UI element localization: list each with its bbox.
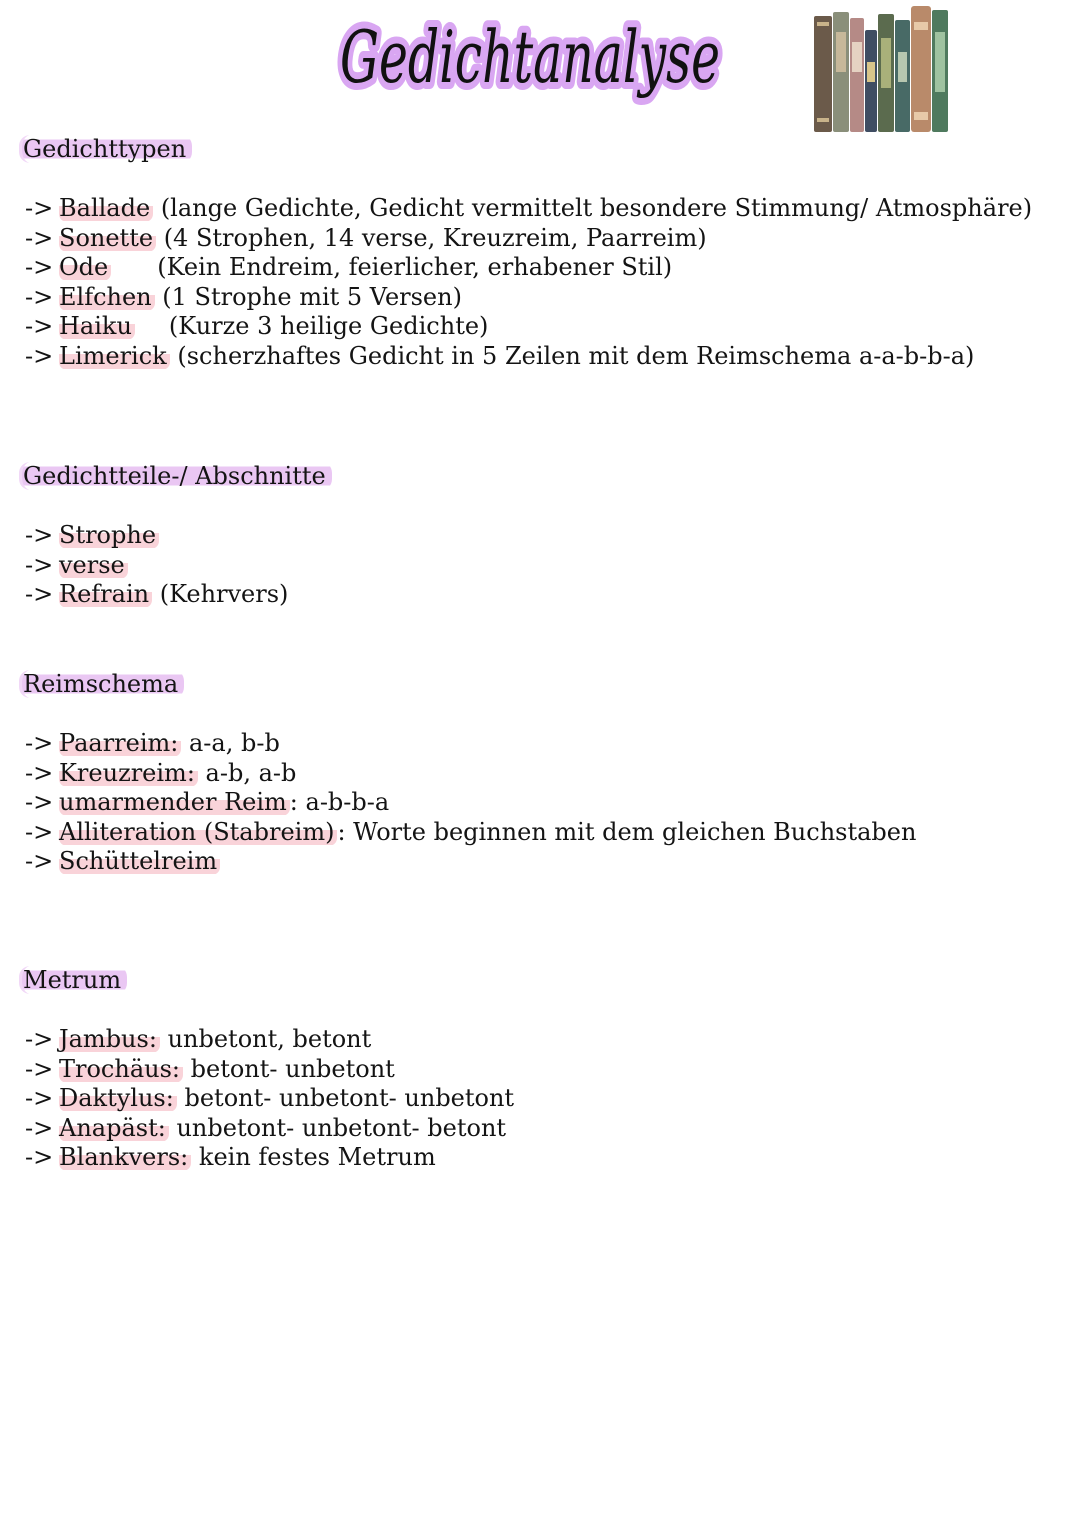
rhyme-scheme-list [25,729,1060,877]
term-description: (Kehrvers) [159,580,289,609]
arrow-icon: -> [25,521,54,549]
list-item [25,342,1060,372]
arrow-icon: -> [25,1084,54,1113]
arrow-icon: -> [25,282,54,311]
list-item [25,194,1060,224]
list-item [25,312,1060,342]
list-item [25,788,1060,818]
term-highlight: Daktylus: [59,1084,177,1112]
list-item [25,729,1060,759]
term-highlight: Anapäst: [59,1114,169,1142]
arrow-icon: -> [25,1113,54,1142]
list-item [25,1055,1060,1085]
list-item [25,521,1060,551]
arrow-icon: -> [25,550,54,579]
arrow-icon: -> [25,1025,54,1053]
term-description: betont- unbetont [190,1054,395,1083]
arrow-icon: -> [25,194,54,222]
term-highlight: Kreuzreim: [59,759,198,787]
term-highlight: Strophe [59,521,159,549]
term-description: betont- unbetont- unbetont [184,1084,515,1113]
term-description: (Kurze 3 heilige Gedichte) [168,312,489,341]
arrow-icon: -> [25,788,54,817]
term-description: (lange Gedichte, Gedicht vermittelt besondere Stimmung/ Atmosphäre) [160,194,1033,222]
list-item [25,818,1060,848]
term-highlight: Ode [59,253,111,281]
term-highlight: verse [59,551,128,579]
term-highlight: Limerick [59,342,170,370]
section-heading: Metrum [22,965,127,995]
term-description: (1 Strophe mit 5 Versen) [162,282,462,311]
arrow-icon: -> [25,1143,54,1172]
term-highlight: Alliteration (Stabreim) [59,818,337,846]
arrow-icon: -> [25,341,54,370]
term-description: kein festes Metrum [198,1143,436,1172]
section-heading: Reimschema [22,669,184,699]
arrow-icon: -> [25,312,54,341]
term-description: (4 Strophen, 14 verse, Kreuzreim, Paarreim) [163,223,707,252]
section-rhyme-scheme [25,669,1060,877]
arrow-icon: -> [25,253,54,282]
term-highlight: Schüttelreim [59,847,220,875]
list-item [25,847,1060,877]
term-highlight: umarmender Reim [59,788,290,816]
term-highlight: Trochäus: [59,1055,183,1083]
section-heading: Gedichtteile-/ Abschnitte [22,461,332,491]
poem-parts-list [25,521,1060,610]
list-item [25,224,1060,254]
svg-text:Gedichtanalyse: Gedichtanalyse [340,15,720,99]
term-description: (Kein Endreim, feierlicher, erhabener Stil) [157,253,673,282]
list-item [25,1143,1060,1173]
list-item [25,1025,1060,1055]
term-description: (scherzhaftes Gedicht in 5 Zeilen mit dem Reimschema a-a-b-b-a) [177,341,975,370]
section-heading: Gedichttypen [22,134,192,164]
list-item [25,1114,1060,1144]
term-highlight: Elfchen [59,283,155,311]
section-meter [25,965,1060,1173]
term-description: a-a, b-b [189,729,280,757]
list-item [25,551,1060,581]
meter-list [25,1025,1060,1173]
arrow-icon: -> [25,729,54,757]
term-highlight: Haiku [59,312,135,340]
arrow-icon: -> [25,817,54,846]
arrow-icon: -> [25,1054,54,1083]
page-title [325,0,735,125]
term-description: : Worte beginnen mit dem gleichen Buchstaben [337,817,917,846]
term-highlight: Jambus: [59,1025,160,1053]
term-highlight: Sonette [59,224,156,252]
books-icon [810,2,955,137]
arrow-icon: -> [25,758,54,787]
term-highlight: Paarreim: [59,729,181,757]
list-item [25,1084,1060,1114]
arrow-icon: -> [25,847,54,876]
term-description: : a-b-b-a [289,788,390,817]
arrow-icon: -> [25,580,54,609]
list-item [25,253,1060,283]
section-poem-types [25,134,1060,372]
term-description: unbetont- unbetont- betont [176,1113,507,1142]
section-poem-parts [25,461,1060,610]
term-description: unbetont, betont [167,1025,372,1053]
arrow-icon: -> [25,223,54,252]
term-highlight: Blankvers: [59,1143,191,1171]
term-highlight: Ballade [59,194,153,222]
svg-text:Gedichtanalyse: Gedichtanalyse [340,15,720,99]
poem-types-list [25,194,1060,372]
list-item [25,580,1060,610]
term-highlight: Refrain [59,580,152,608]
term-description: a-b, a-b [205,758,297,787]
list-item [25,759,1060,789]
list-item [25,283,1060,313]
